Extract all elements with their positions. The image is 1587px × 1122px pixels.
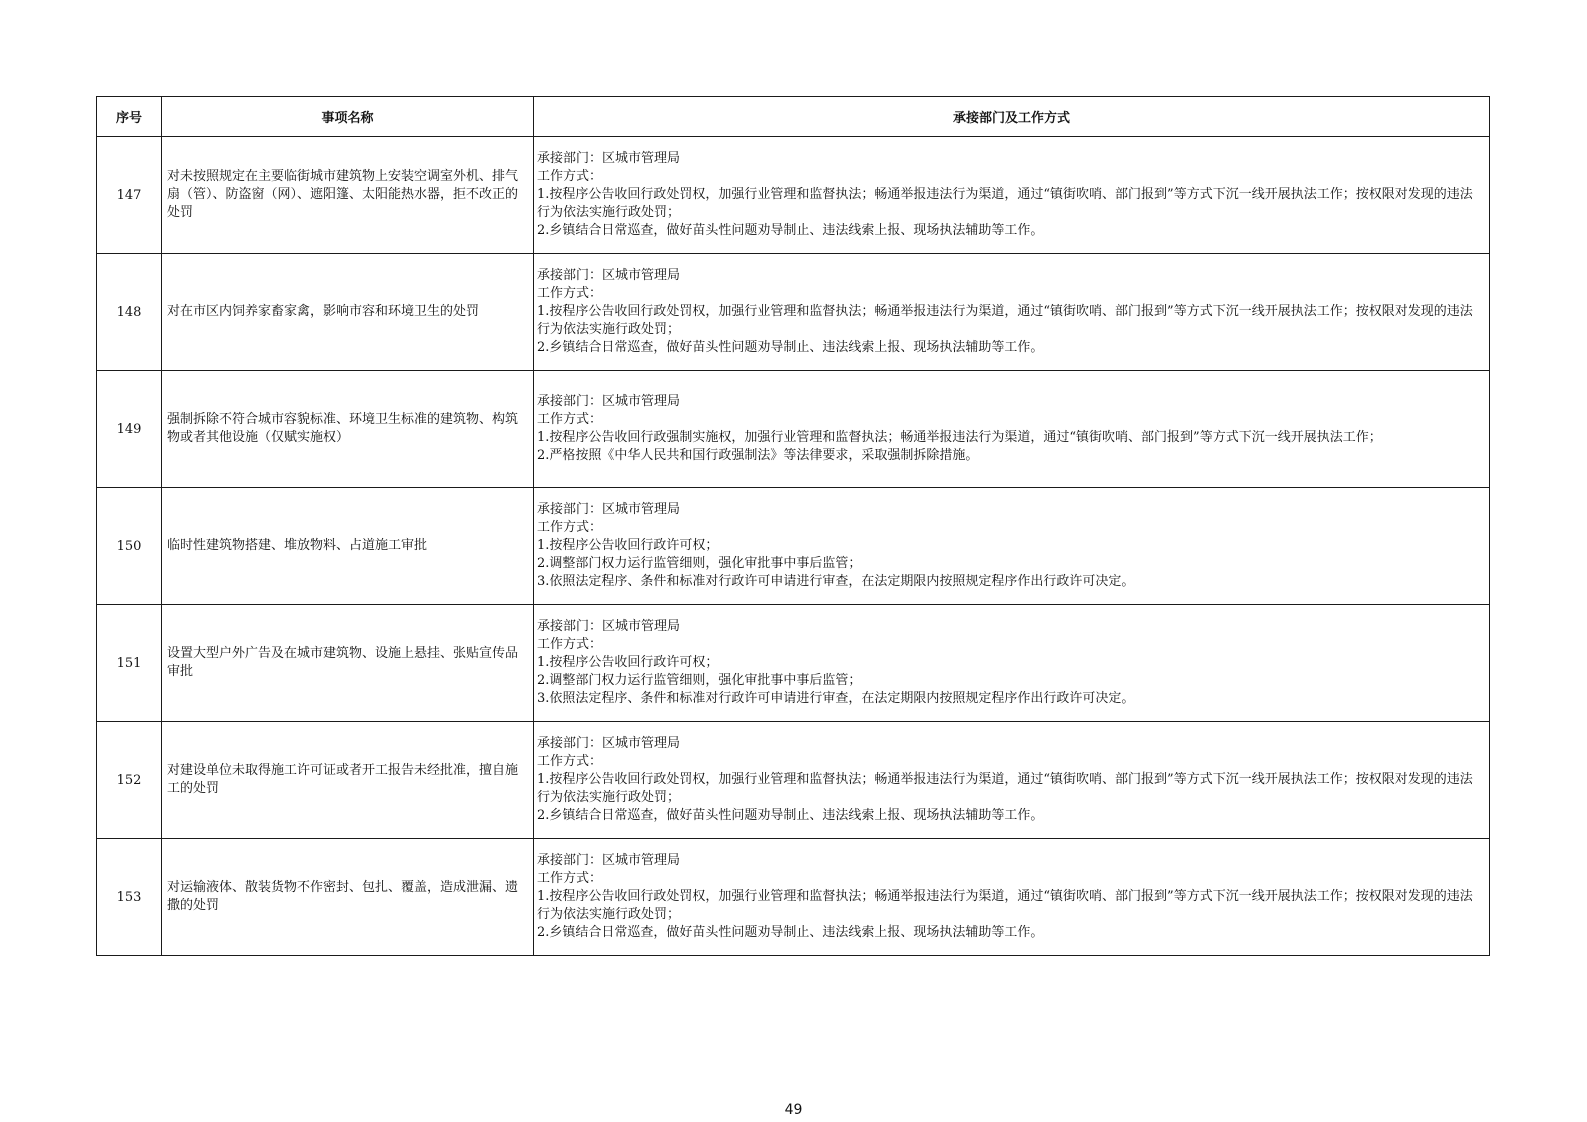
table-header-row [97, 97, 1490, 137]
serial-number-cell: 153 [97, 839, 162, 956]
department-method-cell [534, 605, 1490, 722]
department-method-cell [534, 488, 1490, 605]
table-row [97, 254, 1490, 371]
receiving-department-line: 承接部门：区城市管理局 [537, 394, 681, 409]
receiving-department-line: 承接部门：区城市管理局 [537, 736, 681, 751]
receiving-department-line: 承接部门：区城市管理局 [537, 853, 681, 868]
table-row [97, 137, 1490, 254]
table-row [97, 488, 1490, 605]
receiving-department-line: 承接部门：区城市管理局 [537, 619, 681, 634]
header-item-name: 事项名称 [162, 97, 534, 137]
receiving-department-line: 承接部门：区城市管理局 [537, 151, 681, 166]
table-row [97, 605, 1490, 722]
work-method-item: 2.严格按照《中华人民共和国行政强制法》等法律要求，采取强制拆除措施。 [537, 448, 979, 463]
header-department-and-method: 承接部门及工作方式 [534, 97, 1490, 137]
work-method-label: 工作方式： [537, 754, 603, 769]
serial-number-cell: 149 [97, 371, 162, 488]
work-method-label: 工作方式： [537, 637, 603, 652]
department-method-cell [534, 137, 1490, 254]
item-name-cell: 对在市区内饲养家畜家禽，影响市容和环境卫生的处罚 [162, 254, 534, 371]
work-method-item: 2.调整部门权力运行监管细则，强化审批事中事后监管； [537, 556, 862, 571]
work-method-item: 1.按程序公告收回行政处罚权，加强行业管理和监督执法；畅通举报违法行为渠道，通过“镇街吹哨、部门报到”等方式下沉一线开展执法工作；按权限对发现的违法行为依法实施行政处罚； [537, 772, 1473, 805]
page-number: 49 [784, 1102, 803, 1118]
work-method-label: 工作方式： [537, 520, 603, 535]
table-row [97, 371, 1490, 488]
table-body [97, 137, 1490, 956]
item-name-cell: 对运输液体、散装货物不作密封、包扎、覆盖，造成泄漏、遗撒的处罚 [162, 839, 534, 956]
work-method-item: 1.按程序公告收回行政强制实施权，加强行业管理和监督执法；畅通举报违法行为渠道，通过“镇街吹哨、部门报到”等方式下沉一线开展执法工作； [537, 430, 1382, 445]
serial-number-cell: 150 [97, 488, 162, 605]
work-method-item: 1.按程序公告收回行政许可权； [537, 538, 719, 553]
work-method-item: 3.依照法定程序、条件和标准对行政许可申请进行审查，在法定期限内按照规定程序作出行政许可决定。 [537, 574, 1135, 589]
work-method-label: 工作方式： [537, 412, 603, 427]
work-method-item: 2.乡镇结合日常巡查，做好苗头性问题劝导制止、违法线索上报、现场执法辅助等工作。 [537, 223, 1044, 238]
work-method-item: 3.依照法定程序、条件和标准对行政许可申请进行审查，在法定期限内按照规定程序作出行政许可决定。 [537, 691, 1135, 706]
department-method-cell [534, 254, 1490, 371]
item-name-cell: 临时性建筑物搭建、堆放物料、占道施工审批 [162, 488, 534, 605]
work-method-label: 工作方式： [537, 169, 603, 184]
serial-number-cell: 151 [97, 605, 162, 722]
department-method-cell [534, 371, 1490, 488]
work-method-label: 工作方式： [537, 286, 603, 301]
work-method-item: 2.乡镇结合日常巡查，做好苗头性问题劝导制止、违法线索上报、现场执法辅助等工作。 [537, 808, 1044, 823]
table-row [97, 839, 1490, 956]
item-name-cell: 对未按照规定在主要临街城市建筑物上安装空调室外机、排气扇（管）、防盗窗（网）、遮阳篷、太阳能热水器，拒不改正的处罚 [162, 137, 534, 254]
serial-number-cell: 147 [97, 137, 162, 254]
department-method-cell [534, 839, 1490, 956]
serial-number-cell: 152 [97, 722, 162, 839]
item-name-cell: 设置大型户外广告及在城市建筑物、设施上悬挂、张贴宣传品审批 [162, 605, 534, 722]
table-row [97, 722, 1490, 839]
receiving-department-line: 承接部门：区城市管理局 [537, 502, 681, 517]
work-method-item: 2.乡镇结合日常巡查，做好苗头性问题劝导制止、违法线索上报、现场执法辅助等工作。 [537, 340, 1044, 355]
work-method-item: 2.调整部门权力运行监管细则，强化审批事中事后监管； [537, 673, 862, 688]
item-name-cell: 强制拆除不符合城市容貌标准、环境卫生标准的建筑物、构筑物或者其他设施（仅赋实施权） [162, 371, 534, 488]
item-name-cell: 对建设单位未取得施工许可证或者开工报告未经批准，擅自施工的处罚 [162, 722, 534, 839]
matters-table [96, 96, 1490, 956]
serial-number-cell: 148 [97, 254, 162, 371]
work-method-item: 1.按程序公告收回行政处罚权，加强行业管理和监督执法；畅通举报违法行为渠道，通过“镇街吹哨、部门报到”等方式下沉一线开展执法工作；按权限对发现的违法行为依法实施行政处罚； [537, 304, 1473, 337]
receiving-department-line: 承接部门：区城市管理局 [537, 268, 681, 283]
work-method-item: 2.乡镇结合日常巡查，做好苗头性问题劝导制止、违法线索上报、现场执法辅助等工作。 [537, 925, 1044, 940]
work-method-label: 工作方式： [537, 871, 603, 886]
work-method-item: 1.按程序公告收回行政处罚权，加强行业管理和监督执法；畅通举报违法行为渠道，通过“镇街吹哨、部门报到”等方式下沉一线开展执法工作；按权限对发现的违法行为依法实施行政处罚； [537, 889, 1473, 922]
work-method-item: 1.按程序公告收回行政处罚权，加强行业管理和监督执法；畅通举报违法行为渠道，通过“镇街吹哨、部门报到”等方式下沉一线开展执法工作；按权限对发现的违法行为依法实施行政处罚； [537, 187, 1473, 220]
department-method-cell [534, 722, 1490, 839]
header-serial-number: 序号 [97, 97, 162, 137]
work-method-item: 1.按程序公告收回行政许可权； [537, 655, 719, 670]
